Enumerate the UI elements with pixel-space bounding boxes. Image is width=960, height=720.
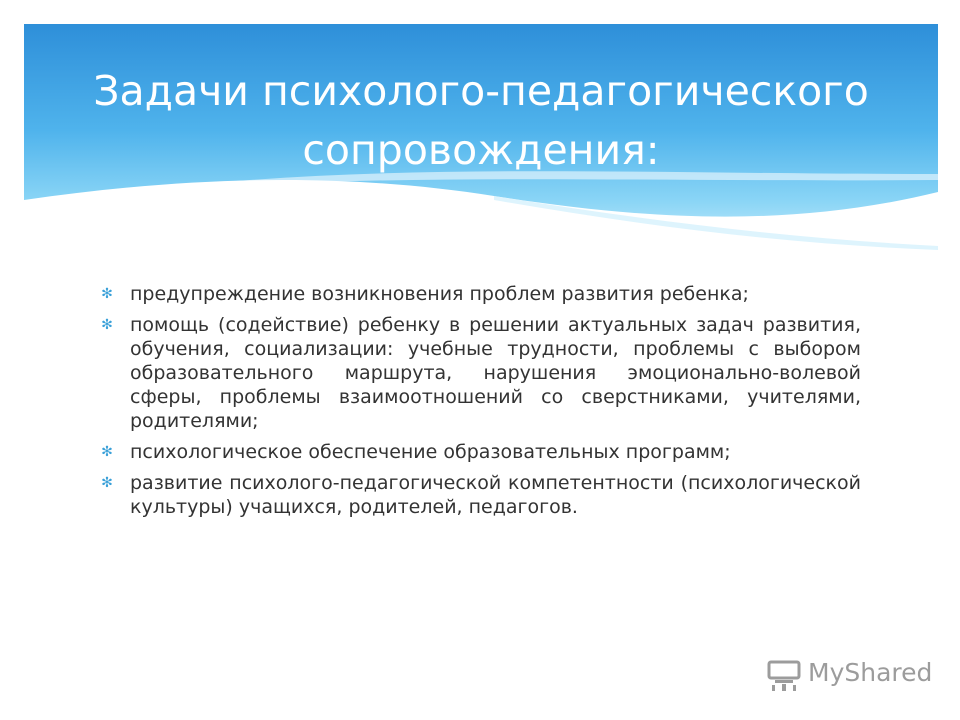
list-item: [100, 440, 861, 464]
star-bullet-icon: ✻: [101, 475, 113, 491]
title-banner: [24, 24, 938, 260]
star-bullet-icon: ✻: [101, 444, 113, 460]
list-item: [100, 282, 861, 306]
watermark: [766, 656, 936, 696]
list-item: [100, 313, 861, 433]
list-item: [100, 471, 861, 519]
list-item-text: предупреждение возникновения проблем развития ребенка;: [130, 283, 749, 305]
myshared-logo-icon: [766, 658, 802, 692]
star-bullet-icon: ✻: [101, 317, 113, 333]
list-item-text: развитие психолого-педагогической компетентности (психологической культуры) учащихся, родителей, педагогов.: [130, 472, 861, 518]
list-item-text: психологическое обеспечение образовательных программ;: [130, 441, 731, 463]
star-bullet-icon: ✻: [101, 286, 113, 302]
slide-title: Задачи психолого-педагогического сопровождения:: [93, 67, 869, 174]
bullet-list: [100, 282, 861, 526]
watermark-text: MyShared: [808, 658, 933, 687]
list-item-text: помощь (содействие) ребенку в решении актуальных задач развития, обучения, социализации: учебные трудности, проблемы с выбором образовательного маршрута, нарушения эмоционально-волевой сферы, проблемы взаимоотношений со сверстниками, учителями, родителями;: [130, 314, 861, 432]
